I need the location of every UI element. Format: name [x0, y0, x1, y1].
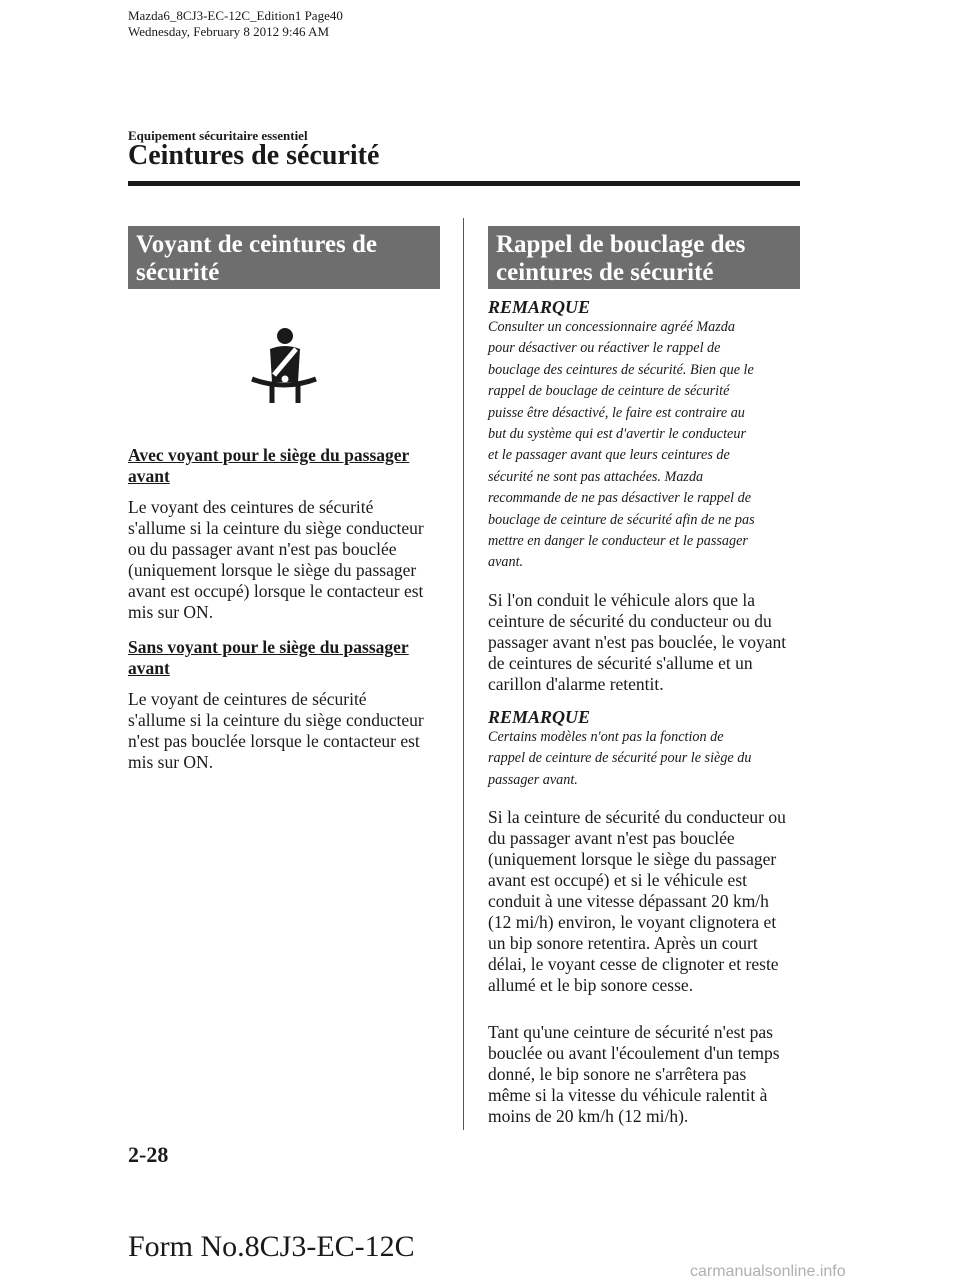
text-line: s'allume si la ceinture du siège conducteur	[128, 710, 424, 730]
text-line: ou du passager avant n'est pas bouclée	[128, 539, 397, 559]
subhead1-line2: avant	[128, 466, 170, 486]
left-heading-line2: sécurité	[136, 259, 220, 286]
text-line: mis sur ON.	[128, 602, 214, 622]
right-paragraph-2	[488, 807, 800, 996]
text-line: but du système qui est d'avertir le conducteur	[488, 426, 746, 443]
left-heading-line1: Voyant de ceintures de	[136, 231, 377, 258]
text-line: mis sur ON.	[128, 752, 214, 772]
text-line: rappel de ceinture de sécurité pour le siège du	[488, 750, 752, 767]
text-line: rappel de bouclage de ceinture de sécurité	[488, 383, 730, 400]
text-line: Si la ceinture de sécurité du conducteur ou	[488, 807, 786, 828]
text-line: n'est pas bouclée lorsque le contacteur est	[128, 731, 420, 751]
text-line: moins de 20 km/h (12 mi/h).	[488, 1106, 689, 1127]
text-line: pour désactiver ou réactiver le rappel de	[488, 340, 721, 357]
column-divider	[463, 218, 464, 1130]
print-header	[128, 8, 343, 40]
note1-text	[488, 317, 800, 574]
text-line: donné, le bip sonore ne s'arrêtera pas	[488, 1064, 747, 1085]
text-line: un bip sonore retentira. Après un court	[488, 933, 758, 954]
seat-belt-warning-icon	[248, 327, 320, 405]
left-paragraph-1	[128, 497, 440, 623]
right-heading-line1: Rappel de bouclage des	[496, 231, 746, 258]
subheading-without-passenger-light	[128, 637, 440, 679]
print-header-line2: Wednesday, February 8 2012 9:46 AM	[128, 24, 330, 39]
text-line: du passager avant n'est pas bouclée	[488, 828, 735, 849]
text-line: Si l'on conduit le véhicule alors que la	[488, 589, 756, 610]
right-paragraph-3	[488, 1022, 800, 1127]
text-line: carillon d'alarme retentit.	[488, 673, 664, 694]
right-heading-line2: ceintures de sécurité	[496, 259, 714, 286]
right-paragraph-1	[488, 590, 800, 695]
text-line: puisse être désactivé, le faire est contraire au	[488, 404, 745, 421]
subheading-with-passenger-light	[128, 445, 440, 487]
text-line: sécurité ne sont pas attachées. Mazda	[488, 468, 704, 485]
right-section-heading	[488, 226, 800, 289]
text-line: Consulter un concessionnaire agréé Mazda	[488, 319, 735, 335]
text-line: allumé et le bip sonore cesse.	[488, 975, 694, 996]
text-line: délai, le voyant cesse de clignoter et reste	[488, 954, 779, 975]
page-title: Ceintures de sécurité	[128, 140, 380, 171]
text-line: bouclée ou avant l'écoulement d'un temps	[488, 1043, 780, 1064]
title-rule	[128, 181, 800, 186]
text-line: passager avant.	[488, 771, 578, 788]
left-paragraph-2	[128, 689, 440, 773]
subhead2-line2: avant	[128, 658, 170, 678]
text-line: Tant qu'une ceinture de sécurité n'est pas	[488, 1022, 773, 1043]
text-line: (12 mi/h) environ, le voyant clignotera et	[488, 912, 777, 933]
text-line: bouclage de ceinture de sécurité afin de ne pas	[488, 511, 755, 528]
text-line: ceinture de sécurité du conducteur ou du	[488, 610, 772, 631]
text-line: Le voyant des ceintures de sécurité	[128, 497, 374, 517]
subhead1-line1: Avec voyant pour le siège du passager	[128, 445, 410, 465]
subhead2-line1: Sans voyant pour le siège du passager	[128, 637, 409, 657]
text-line: de ceintures de sécurité s'allume et un	[488, 652, 753, 673]
note2-text	[488, 727, 800, 791]
text-line: Certains modèles n'ont pas la fonction de	[488, 728, 724, 745]
text-line: conduit à une vitesse dépassant 20 km/h	[488, 891, 769, 912]
watermark: carmanualsonline.info	[690, 1263, 846, 1280]
text-line: mettre en danger le conducteur et le passager	[488, 533, 748, 550]
note2-title: REMARQUE	[488, 706, 591, 727]
text-line: et le passager avant que leurs ceintures de	[488, 447, 730, 464]
text-line: (uniquement lorsque le siège du passager	[128, 560, 417, 580]
text-line: Le voyant de ceintures de sécurité	[128, 689, 367, 709]
text-line: bouclage des ceintures de sécurité. Bien que le	[488, 361, 754, 378]
left-section-heading	[128, 226, 440, 289]
right-column	[488, 226, 800, 1127]
text-line: passager avant n'est pas bouclée, le voyant	[488, 631, 787, 652]
page-number: 2-28	[128, 1142, 169, 1167]
text-line: avant est occupé) lorsque le contacteur est	[128, 581, 424, 601]
text-line: même si la vitesse du véhicule ralentit à	[488, 1085, 768, 1106]
icon-container	[128, 327, 440, 407]
print-header-line1: Mazda6_8CJ3-EC-12C_Edition1 Page40	[128, 8, 343, 23]
note1-title: REMARQUE	[488, 297, 591, 317]
text-line: (uniquement lorsque le siège du passager	[488, 849, 777, 870]
text-line: s'allume si la ceinture du siège conducteur	[128, 518, 424, 538]
section-label: Equipement sécuritaire essentiel	[128, 128, 308, 143]
form-number: Form No.8CJ3-EC-12C	[128, 1230, 415, 1263]
text-line: avant est occupé) et si le véhicule est	[488, 870, 747, 891]
text-line: avant.	[488, 554, 524, 571]
text-line: recommande de ne pas désactiver le rappel de	[488, 490, 752, 507]
left-column	[128, 226, 440, 773]
